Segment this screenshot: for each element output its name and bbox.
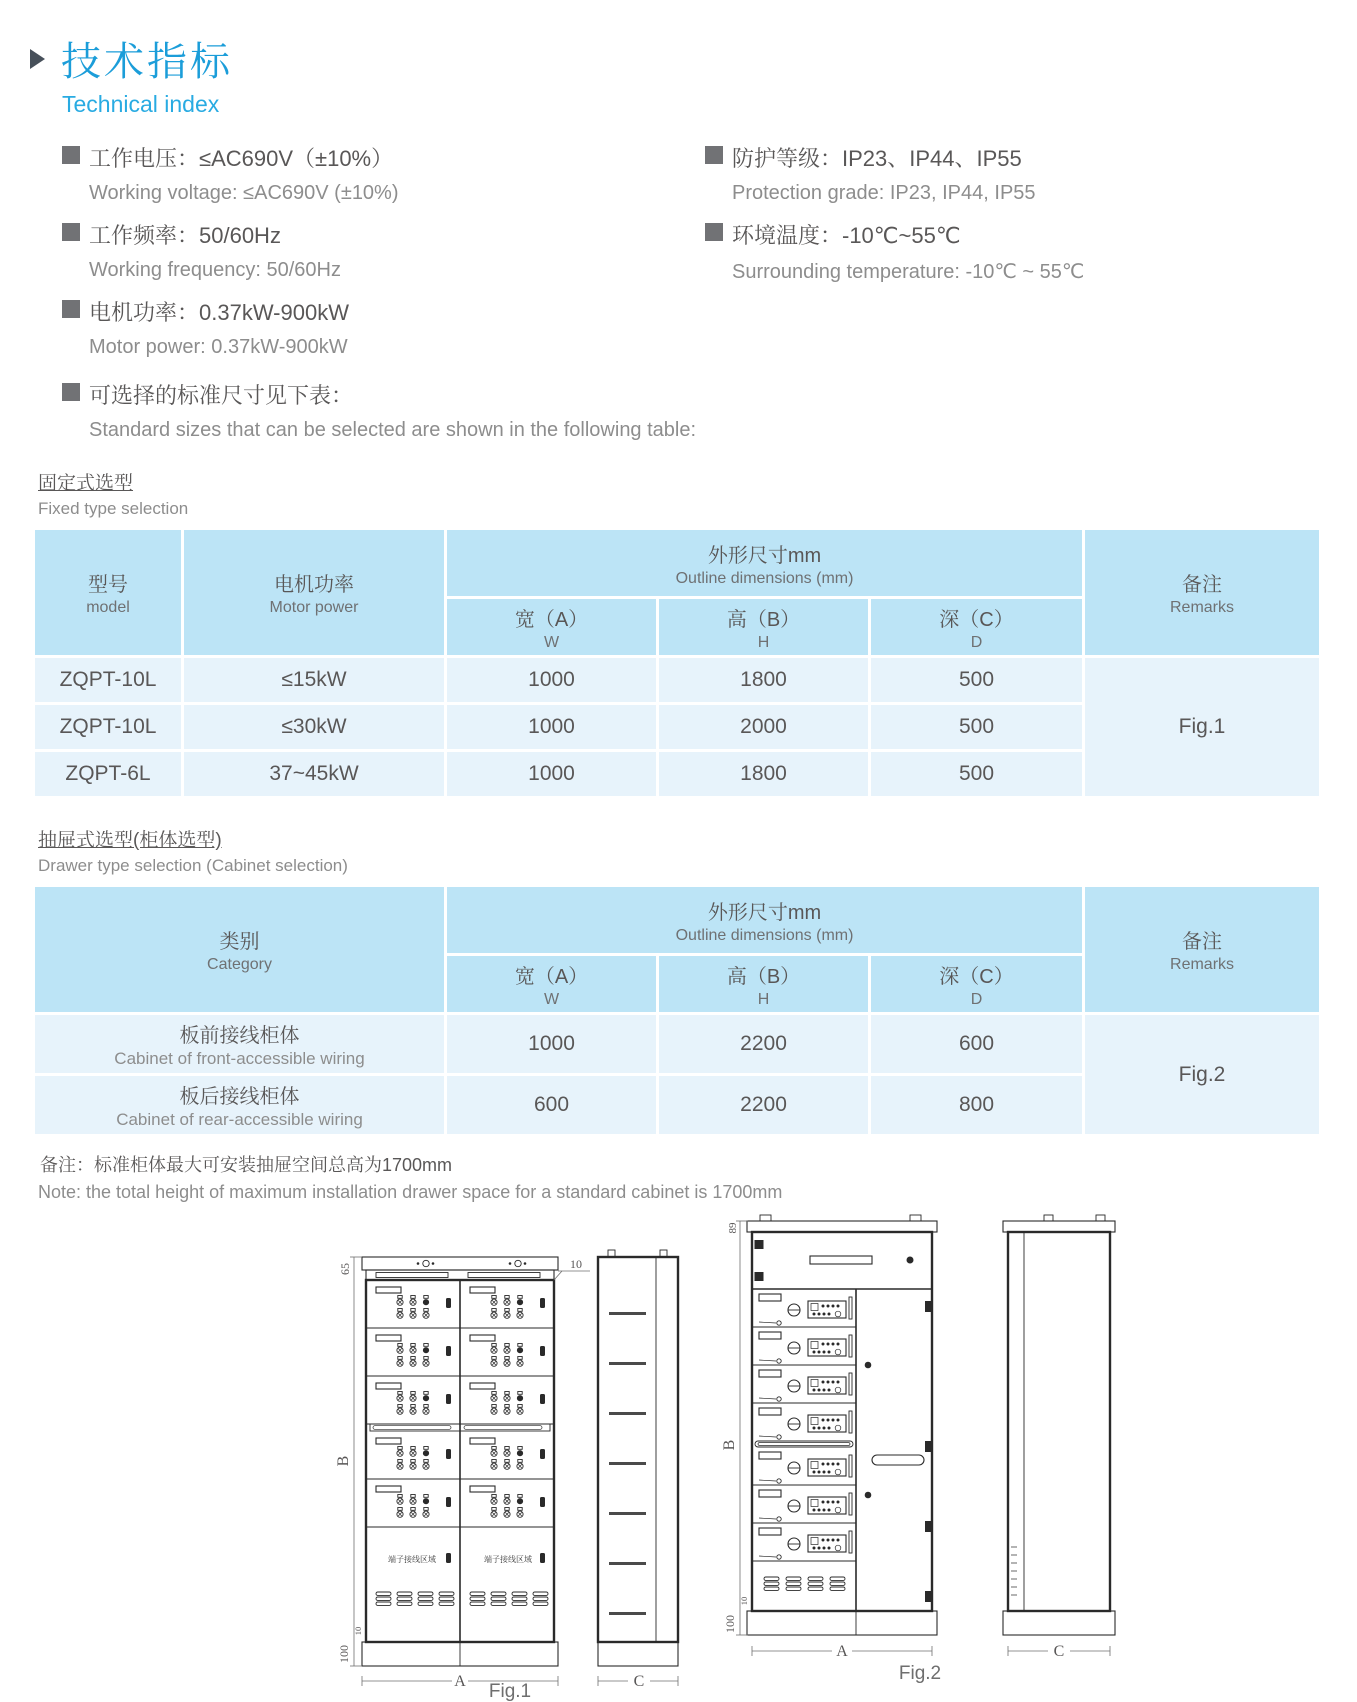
spec-surrounding-temperature — [705, 219, 1357, 284]
col-header-width: 宽（A） W — [447, 956, 656, 1012]
spec-en-text: Motor power: 0.37kW-900kW — [89, 336, 348, 358]
cell-width: 1000 — [447, 1015, 656, 1073]
cell-remark: Fig.1 — [1085, 658, 1319, 796]
figure-1 — [330, 1241, 690, 1702]
terminal-area-label: 端子接线区域 — [388, 1555, 436, 1564]
spec-en-text: Surrounding temperature: -10℃ ~ 55℃ — [732, 261, 1085, 283]
cell-model: ZQPT-6L — [35, 752, 181, 796]
fig1-dim-65: 65 — [338, 1263, 352, 1275]
page-title: 技术指标 — [61, 40, 233, 84]
square-bullet-icon — [705, 223, 723, 241]
cell-model: ZQPT-10L — [35, 705, 181, 749]
spec-motor-power — [62, 296, 705, 359]
fig2-dim-A: A — [836, 1643, 848, 1660]
spec-zh-text: 电机功率：0.37kW-900kW — [89, 300, 349, 325]
cell-width: 1000 — [447, 752, 656, 796]
cell-height: 2000 — [659, 705, 868, 749]
drawer-type-table — [32, 884, 1322, 1137]
cell-power: ≤30kW — [184, 705, 444, 749]
spec-en-text: Working voltage: ≤AC690V (±10%) — [89, 182, 399, 204]
square-bullet-icon — [705, 146, 723, 164]
cell-power: ≤15kW — [184, 658, 444, 702]
cell-depth: 800 — [871, 1076, 1082, 1134]
fig1-caption: Fig.1 — [488, 1681, 532, 1702]
fig1-dim-10-small: 10 — [353, 1626, 363, 1636]
col-header-depth: 深（C） D — [871, 599, 1082, 655]
col-header-motor-power: 电机功率 Motor power — [184, 530, 444, 655]
col-header-width: 宽（A） W — [447, 599, 656, 655]
square-bullet-icon — [62, 300, 80, 318]
col-header-height: 高（B） H — [659, 599, 868, 655]
fig1-dim-B: B — [335, 1455, 352, 1467]
fig2-drawing — [710, 1207, 1130, 1659]
cell-depth: 500 — [871, 705, 1082, 749]
triangle-bullet-icon — [30, 49, 45, 69]
fig2-dim-10-small: 10 — [739, 1596, 749, 1606]
spec-working-frequency — [62, 219, 705, 282]
cell-category: 板后接线柜体 Cabinet of rear-accessible wiring — [35, 1076, 444, 1134]
col-header-remarks: 备注 Remarks — [1085, 887, 1319, 1012]
figures — [330, 1207, 1357, 1702]
col-header-height: 高（B） H — [659, 956, 868, 1012]
cell-height: 1800 — [659, 752, 868, 796]
spec-en-text: Standard sizes that can be selected are shown in the following table: — [89, 419, 697, 441]
fig2-dim-B: B — [721, 1439, 738, 1451]
fig2-dim-89: 89 — [727, 1222, 739, 1234]
cell-model: ZQPT-10L — [35, 658, 181, 702]
fig1-drawing — [330, 1241, 690, 1690]
section-title-fixed-zh: 固定式选型 — [38, 473, 134, 494]
page-subtitle: Technical index — [62, 91, 220, 117]
fixed-type-table — [32, 527, 1322, 799]
cell-depth: 500 — [871, 752, 1082, 796]
cell-width: 1000 — [447, 658, 656, 702]
cell-height: 2200 — [659, 1015, 868, 1073]
square-bullet-icon — [62, 146, 80, 164]
cell-depth: 600 — [871, 1015, 1082, 1073]
table-row — [35, 1015, 1319, 1073]
col-header-remarks: 备注 Remarks — [1085, 530, 1319, 655]
spec-protection-grade — [705, 142, 1357, 205]
spec-zh-text: 可选择的标准尺寸见下表： — [89, 383, 354, 408]
fig2-front-view — [721, 1215, 937, 1660]
spec-list — [0, 142, 1357, 442]
fig1-dim-100: 100 — [337, 1645, 351, 1663]
fig1-dim-C: C — [633, 1673, 645, 1690]
note-zh: 备注：标准柜体最大可安装抽屉空间总高为1700mm — [40, 1155, 453, 1175]
spec-zh-text: 防护等级：IP23、IP44、IP55 — [732, 146, 1022, 171]
cell-height: 1800 — [659, 658, 868, 702]
note-en: Note: the total height of maximum installation drawer space for a standard cabinet is 1700mm — [38, 1182, 783, 1202]
spec-zh-text: 环境温度：-10℃~55℃ — [732, 223, 961, 248]
cell-remark: Fig.2 — [1085, 1015, 1319, 1134]
fig2-caption: Fig.2 — [898, 1663, 942, 1684]
cell-category: 板前接线柜体 Cabinet of front-accessible wiring — [35, 1015, 444, 1073]
col-header-outline: 外形尺寸mm Outline dimensions (mm) — [447, 530, 1082, 596]
spec-standard-sizes — [62, 379, 1357, 442]
spec-en-text: Working frequency: 50/60Hz — [89, 259, 341, 281]
square-bullet-icon — [62, 223, 80, 241]
spec-zh-text: 工作电压：≤AC690V（±10%） — [89, 146, 394, 171]
cell-power: 37~45kW — [184, 752, 444, 796]
cell-width: 600 — [447, 1076, 656, 1134]
fig1-dim-10-top: 10 — [570, 1257, 582, 1271]
square-bullet-icon — [62, 383, 80, 401]
terminal-area-label: 端子接线区域 — [484, 1555, 532, 1564]
page-header — [30, 30, 1357, 87]
spec-zh-text: 工作频率：50/60Hz — [89, 223, 281, 248]
fig1-side-view — [598, 1250, 678, 1690]
cell-height: 2200 — [659, 1076, 868, 1134]
section-title-fixed-en: Fixed type selection — [38, 499, 189, 518]
figure-2 — [710, 1207, 1130, 1684]
fig2-side-view — [1003, 1215, 1115, 1660]
cell-width: 1000 — [447, 705, 656, 749]
fig2-dim-C: C — [1053, 1643, 1065, 1660]
section-title-drawer-en: Drawer type selection (Cabinet selection) — [38, 856, 348, 875]
col-header-outline: 外形尺寸mm Outline dimensions (mm) — [447, 887, 1082, 953]
col-header-depth: 深（C） D — [871, 956, 1082, 1012]
col-header-category: 类别 Category — [35, 887, 444, 1012]
spec-en-text: Protection grade: IP23, IP44, IP55 — [732, 182, 1036, 204]
col-header-model: 型号 model — [35, 530, 181, 655]
section-title-drawer-zh: 抽屉式选型(柜体选型) — [38, 830, 222, 851]
table-row — [35, 658, 1319, 702]
fig1-front-view — [335, 1257, 590, 1690]
fig2-dim-100: 100 — [723, 1615, 737, 1633]
cell-depth: 500 — [871, 658, 1082, 702]
fig1-dim-A: A — [454, 1673, 466, 1690]
spec-working-voltage — [62, 142, 705, 205]
